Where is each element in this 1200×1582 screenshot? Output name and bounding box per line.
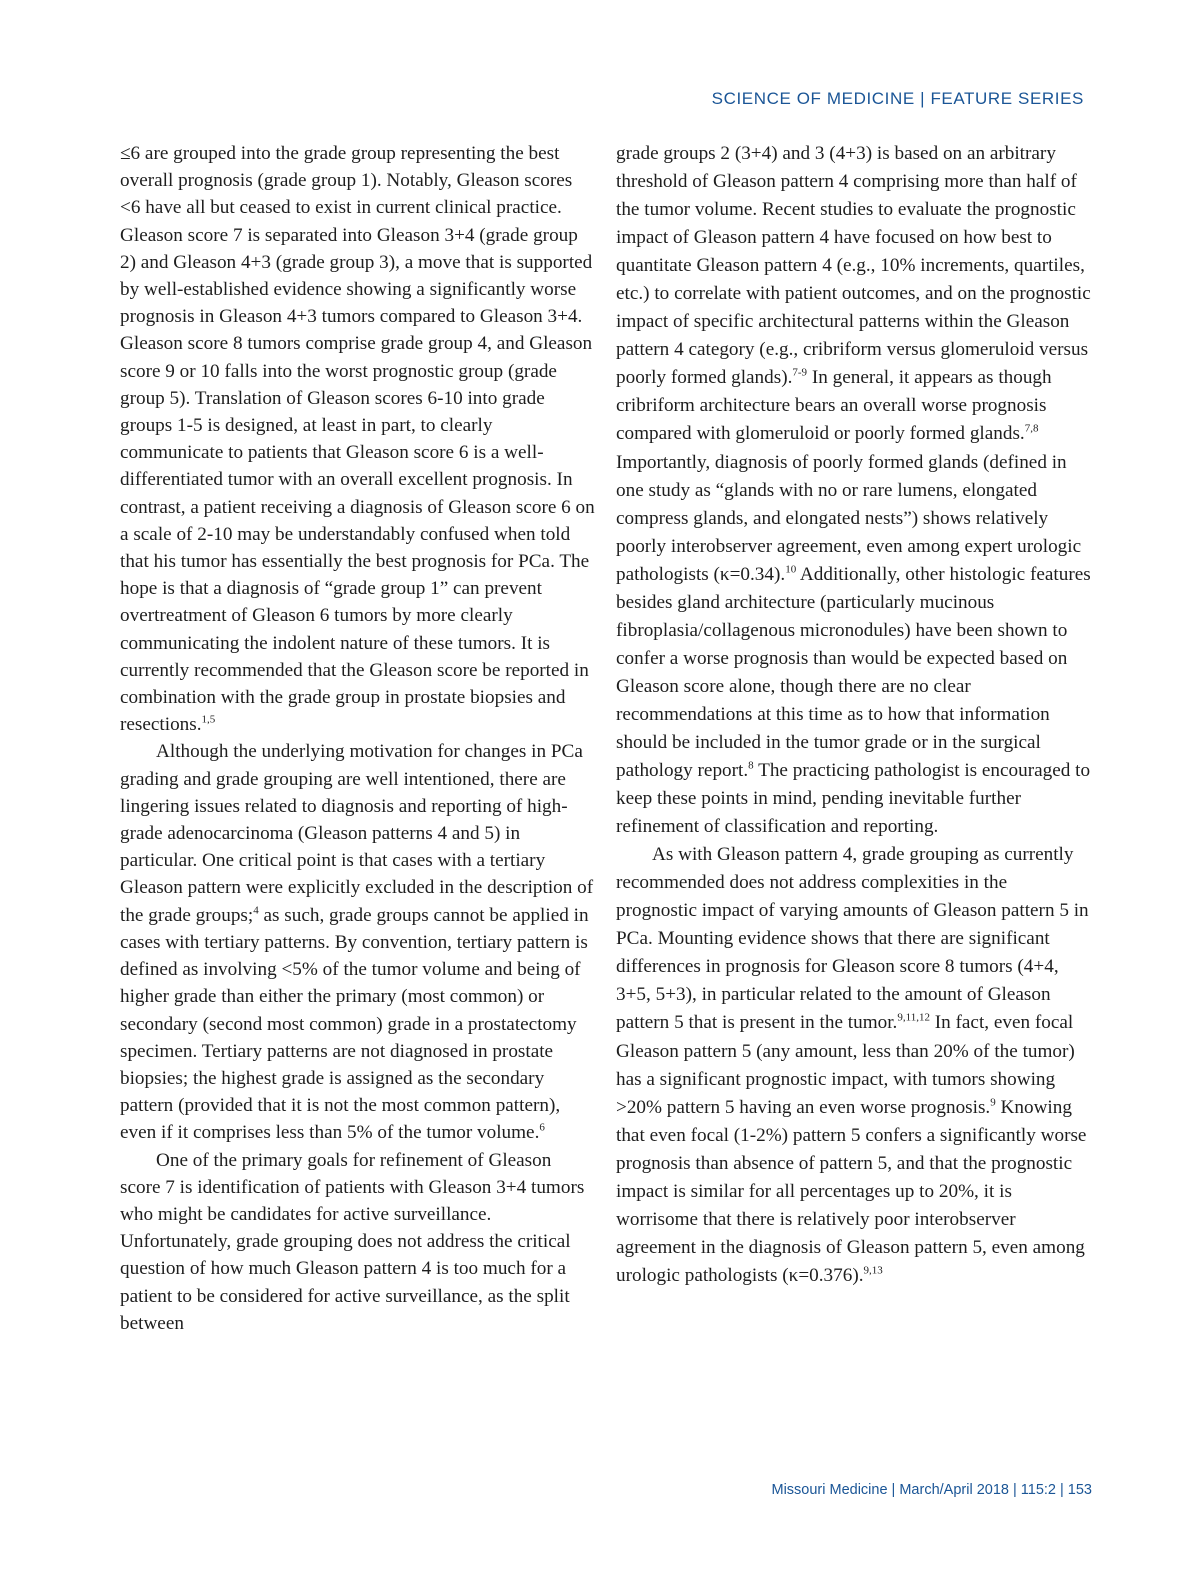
paragraph-text: as such, grade groups cannot be applied in cases with tertiary patterns. By convention, tertiary pattern is defined as involving <5% of the tumor volume and being of higher grade than either the primary (most common) or secondary (second most common) grade in a prostatectomy specimen. Tertiary patterns are not diagnosed in prostate biopsies; the highest grade is assigned as the secondary pattern (provided that it is not the most common pattern), even if it comprises less than 5% of the tumor volume. [120, 904, 589, 1144]
paragraph [120, 1147, 596, 1337]
citation-ref: 8 [748, 759, 754, 772]
paragraph-text: ≤6 are grouped into the grade group representing the best overall prognosis (grade group 1). Notably, Gleason scores <6 have all but ceased to exist in current clinical practice. Gleason score 7 is separated into Gleason 3+4 (grade group 2) and Gleason 4+3 (grade group 3), a move that is supported by well-established evidence showing a significantly worse prognosis in Gleason 4+3 tumors compared to Gleason 3+4. Gleason score 8 tumors comprise grade group 4, and Gleason score 9 or 10 falls into the worst prognostic group (grade group 5). Translation of Gleason scores 6-10 into grade groups 1-5 is designed, at least in part, to clearly communicate to patients that Gleason score 6 is a well-differentiated tumor with an overall excellent prognosis. In contrast, a patient receiving a diagnosis of Gleason score 6 on a scale of 2-10 may be understandably confused when told that his tumor has essentially the best prognosis for PCa. The hope is that a diagnosis of “grade group 1” can prevent overtreatment of Gleason 6 tumors by more clearly communicating the indolent nature of these tumors. It is currently recommended that the Gleason score be reported in combination with the grade group in prostate biopsies and resections. [120, 143, 595, 736]
paragraph-text: Importantly, diagnosis of poorly formed glands (defined in one study as “glands with no or rare lumens, elongated compress glands, and elongated nests”) shows relatively poorly interobserver agreement, even among expert urologic pathologists (κ=0.34). [616, 451, 1082, 585]
paragraph [616, 841, 1092, 1290]
paragraph-text: As with Gleason pattern 4, grade grouping as currently recommended does not address complexities in the prognostic impact of varying amounts of Gleason pattern 5 in PCa. Mounting evidence shows that there are significant differences in prognosis for Gleason score 8 tumors (4+4, 3+5, 5+3), in particular related to the amount of Gleason pattern 5 that is present in the tumor. [616, 844, 1089, 1034]
citation-ref: 9 [990, 1096, 996, 1109]
citation-ref: 9,11,12 [897, 1012, 930, 1025]
citation-ref: 10 [785, 563, 797, 576]
paragraph [120, 140, 596, 738]
paragraph-text: grade groups 2 (3+4) and 3 (4+3) is based on an arbitrary threshold of Gleason pattern 4 comprising more than half of the tumor volume. Recent studies to evaluate the prognostic impact of Gleason pattern 4 have focused on how best to quantitate Gleason pattern 4 (e.g., 10% increments, quartiles, etc.) to correlate with patient outcomes, and on the prognostic impact of specific architectural patterns within the Gleason pattern 4 category (e.g., cribriform versus glomeruloid versus poorly formed glands). [616, 143, 1091, 389]
paragraph [120, 738, 596, 1146]
paragraph-text: Knowing that even focal (1-2%) pattern 5 confers a significantly worse prognosis than absence of pattern 5, and that the prognostic impact is similar for all percentages up to 20%, it is worrisome that there is relatively poor interobserver agreement in the diagnosis of Gleason pattern 5, even among urologic pathologists (κ=0.376). [616, 1096, 1087, 1286]
paragraph-text: In general, it appears as though cribriform architecture bears an overall worse prognosis compared with glomeruloid or poorly formed glands. [616, 367, 1052, 445]
paragraph-text: One of the primary goals for refinement of Gleason score 7 is identification of patients with Gleason 3+4 tumors who might be candidates for active surveillance. Unfortunately, grade grouping does not address the critical question of how much Gleason pattern 4 is too much for a patient to be considered for active surveillance, as the split between [120, 1149, 585, 1334]
citation-ref: 7,8 [1024, 423, 1039, 436]
running-head: SCIENCE OF MEDICINE | FEATURE SERIES [711, 89, 1084, 108]
paragraph-text: The practicing pathologist is encouraged to keep these points in mind, pending inevitable further refinement of classification and reporting. [616, 760, 1091, 838]
paragraph [616, 140, 1092, 841]
citation-ref: 7-9 [792, 366, 808, 379]
page-footer: Missouri Medicine | March/April 2018 | 115:2 | 153 [771, 1482, 1092, 1498]
right-column [616, 140, 1092, 1290]
paragraph-text: In fact, even focal Gleason pattern 5 (any amount, less than 20% of the tumor) has a significant prognostic impact, with tumors showing >20% pattern 5 having an even worse prognosis. [616, 1012, 1075, 1118]
citation-ref: 1,5 [201, 713, 216, 726]
citation-ref: 6 [539, 1121, 545, 1134]
citation-ref: 9,13 [863, 1264, 883, 1277]
left-column [120, 140, 596, 1337]
paragraph-text: Although the underlying motivation for changes in PCa grading and grade grouping are well intentioned, there are lingering issues related to diagnosis and reporting of high-grade adenocarcinoma (Gleason patterns 4 and 5) in particular. One critical point is that cases with a tertiary Gleason pattern were explicitly excluded in the description of the grade groups; [120, 741, 594, 926]
citation-ref: 4 [253, 904, 259, 917]
paragraph-text: Additionally, other histologic features besides gland architecture (particularly mucinous fibroplasia/collagenous micronodules) have been shown to confer a worse prognosis than would be expected based on Gleason score alone, though there are no clear recommendations at this time as to how that information should be included in the tumor grade or in the surgical pathology report. [616, 563, 1091, 782]
